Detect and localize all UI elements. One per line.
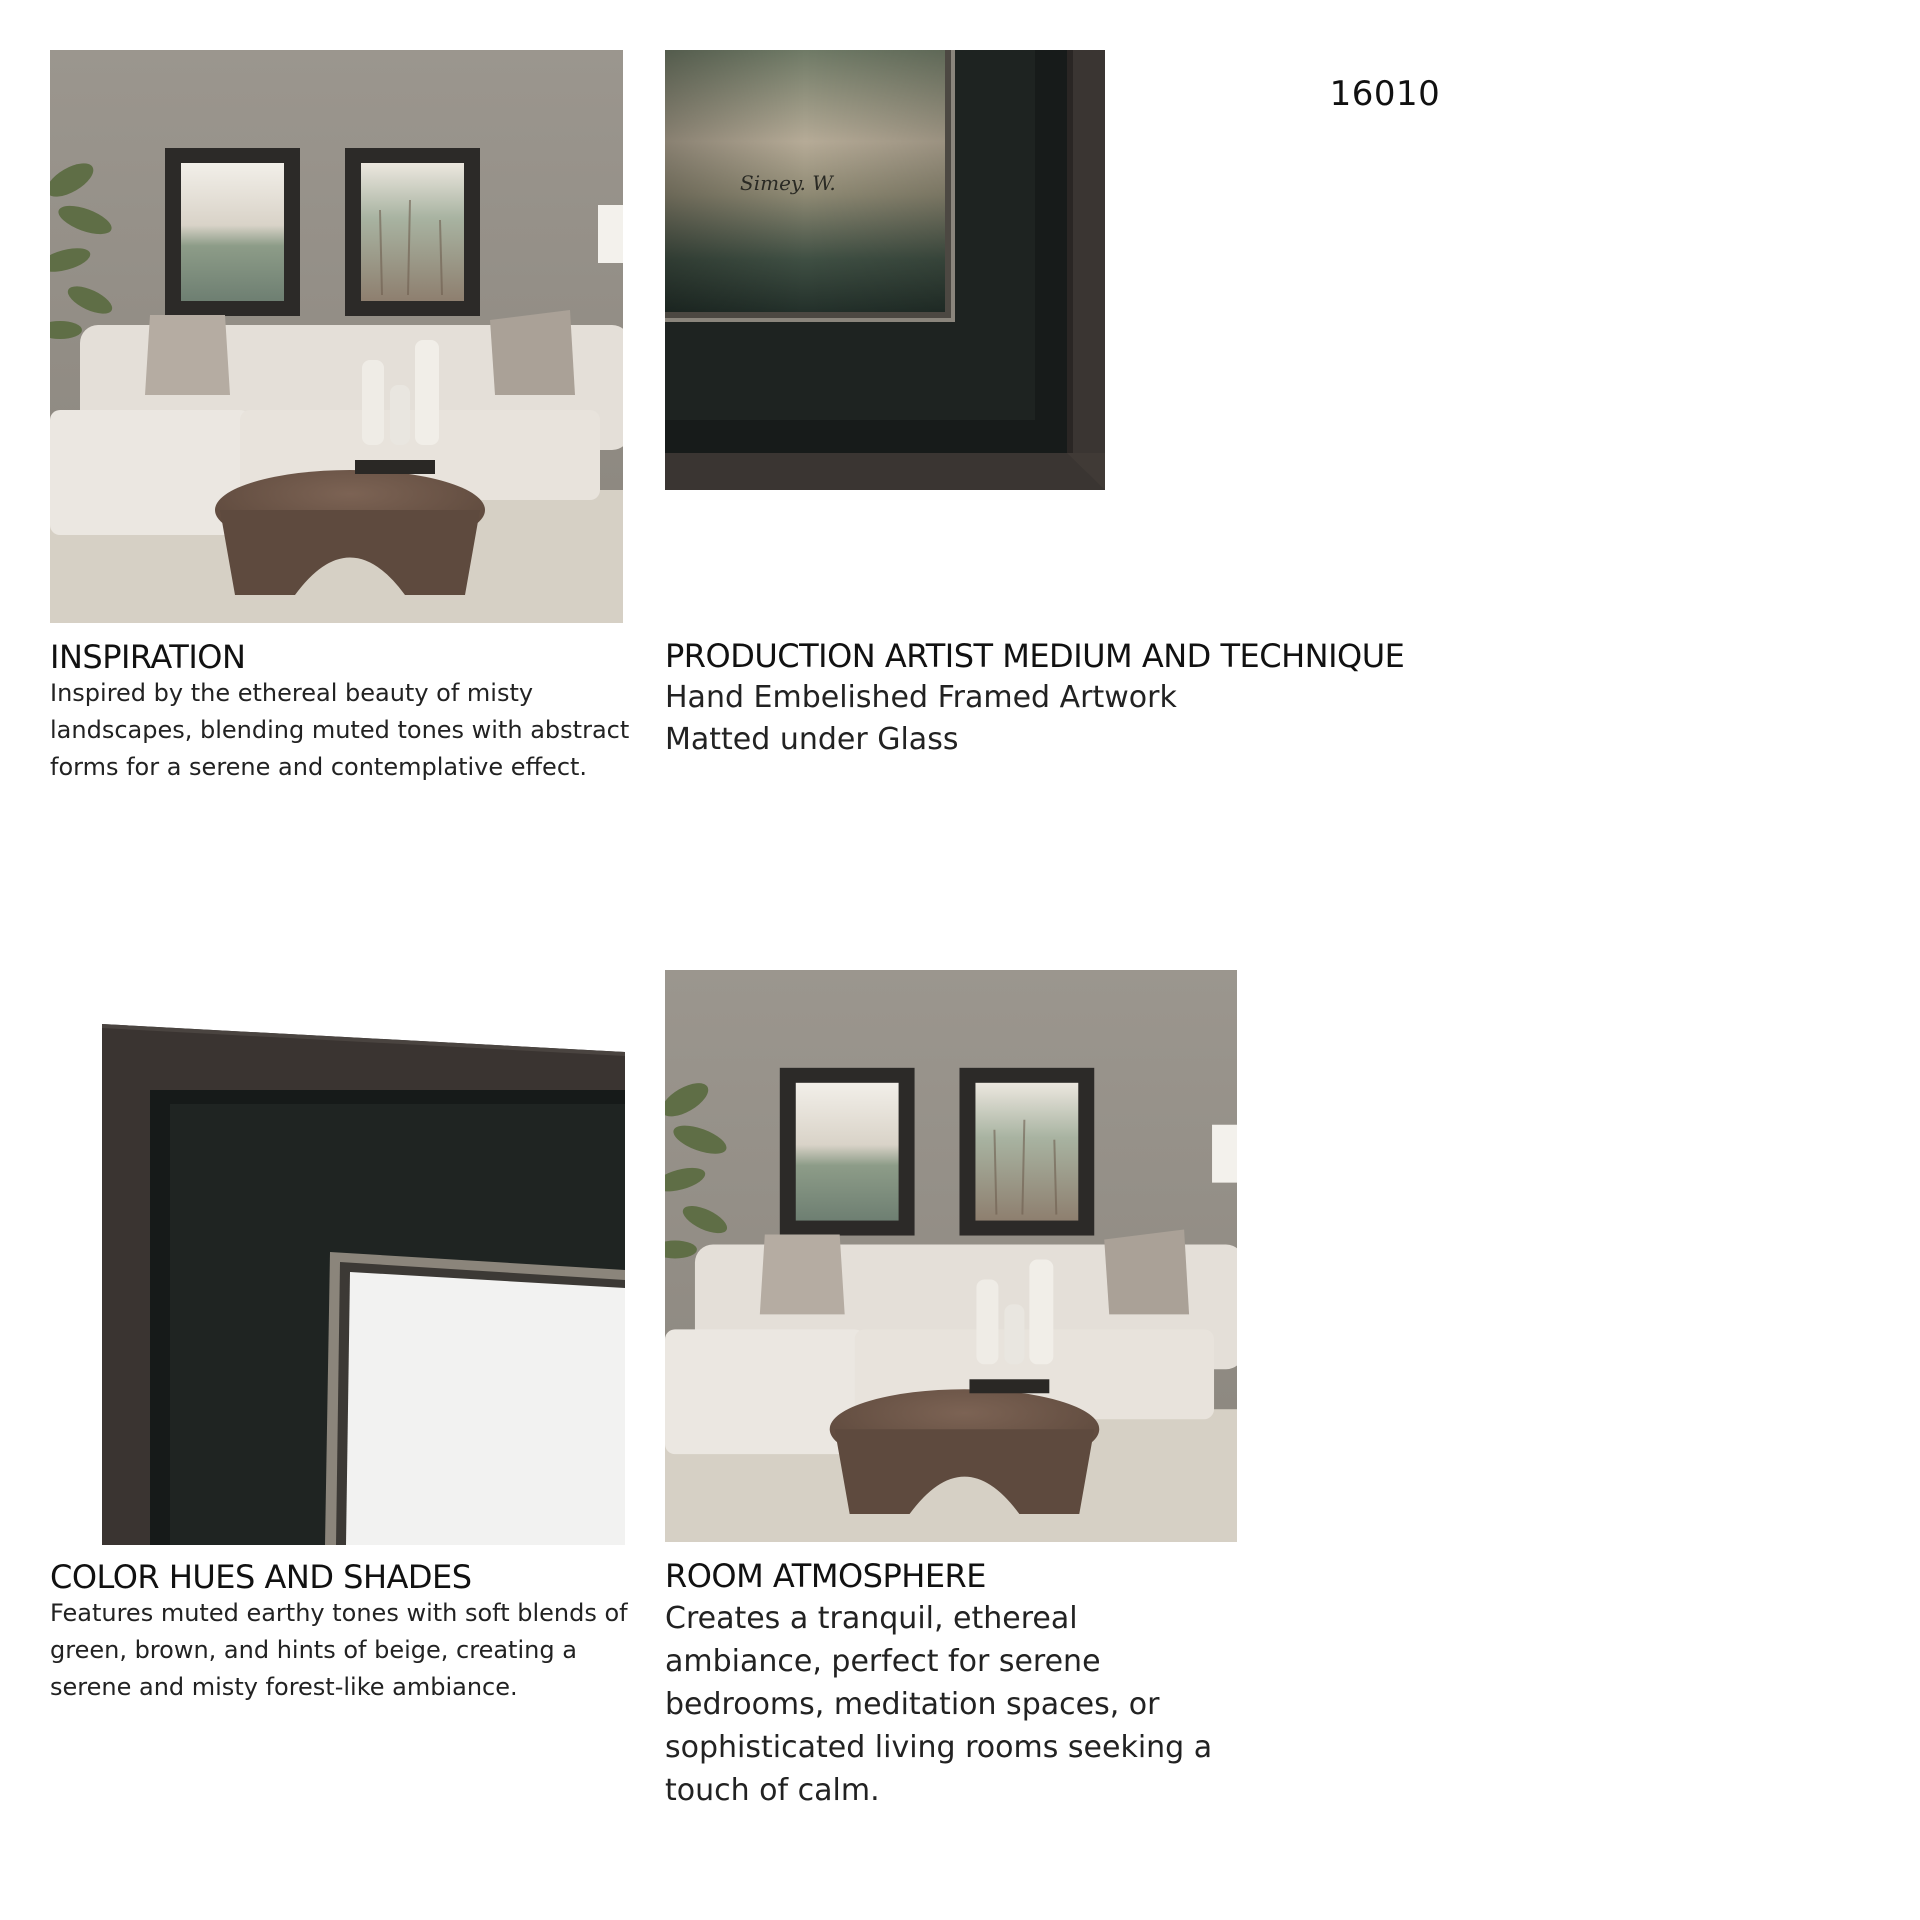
frame-edge-detail-image — [50, 970, 625, 1545]
inspiration-heading: INSPIRATION — [50, 638, 246, 676]
inspiration-body: Inspired by the ethereal beauty of misty landscapes, blending muted tones with abstract forms for a serene and contemplative effect. — [50, 679, 630, 781]
production-line-2: Matted under Glass — [665, 722, 959, 757]
color-body: Features muted earthy tones with soft blends of green, brown, and hints of beige, creating a serene and misty forest-like ambiance. — [50, 1599, 628, 1701]
frame-corner-detail-image — [665, 50, 1105, 490]
room-atmosphere-image — [665, 970, 1237, 1542]
production-line-1: Hand Embelished Framed Artwork — [665, 680, 1177, 715]
color-heading: COLOR HUES AND SHADES — [50, 1558, 472, 1596]
production-heading: PRODUCTION ARTIST MEDIUM AND TECHNIQUE — [665, 637, 1405, 675]
room-body: Creates a tranquil, ethereal ambiance, perfect for serene bedrooms, meditation spaces, or sophisticated living rooms seeking a touch of calm. — [665, 1601, 1213, 1808]
room-heading: ROOM ATMOSPHERE — [665, 1557, 986, 1595]
signature-text: Simey. W. — [740, 171, 836, 195]
room-scene-image — [50, 50, 623, 623]
product-sku: 16010 — [1329, 74, 1441, 114]
